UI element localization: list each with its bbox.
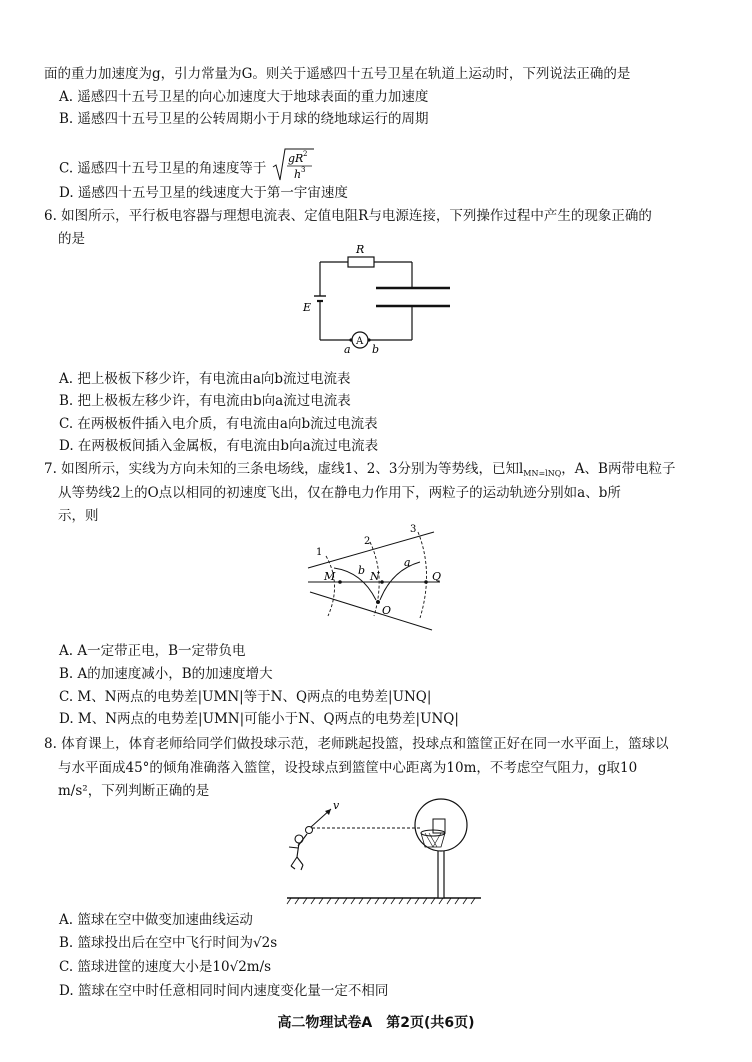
q6-option-b: B. 把上极板左移少许，有电流由b向a流过电流表 xyxy=(59,393,351,409)
q7-label-1: 1 xyxy=(316,547,323,558)
q6-stem-line1: 6. 如图所示，平行板电容器与理想电流表、定值电阻R与电源连接，下列操作过程中产生的现象正确的 xyxy=(44,208,652,224)
q7-stem-line1-text: 7. 如图所示，实线为方向未知的三条电场线，虚线1、2、3分别为等势线，已知l xyxy=(44,461,524,477)
q8-option-d: D. 篮球在空中时任意相同时间内速度变化量一定不相同 xyxy=(59,983,389,999)
q5-intro: 面的重力加速度为g，引力常量为G。则关于遥感四十五号卫星在轨道上运动时，下列说法正确的是 xyxy=(44,66,631,82)
q7-label-3: 3 xyxy=(410,524,417,535)
q7-stem-line1-tail: ，A、B两带电粒子 xyxy=(561,461,676,477)
q7-option-a: A. A一定带正电，B一定带负电 xyxy=(59,643,246,659)
q7-label-a: a xyxy=(404,556,411,569)
svg-text:3: 3 xyxy=(300,166,306,174)
q7-label-b: b xyxy=(358,564,366,577)
q8-label-v: v xyxy=(333,799,340,812)
q7-label-m: M xyxy=(324,570,336,583)
page-footer: 高二物理试卷A 第2页(共6页) xyxy=(277,1015,475,1031)
q8-stem-line3: m/s²，下列判断正确的是 xyxy=(58,783,210,799)
q5-option-c-text: C. 遥感四十五号卫星的角速度等于 xyxy=(59,160,267,177)
q6-label-b: b xyxy=(372,343,380,356)
q7-label-q: Q xyxy=(432,570,442,583)
q8-stem-line1: 8. 体育课上，体育老师给同学们做投球示范，老师跳起投篮，投球点和篮筐正好在同一水平面上，篮球以 xyxy=(44,736,669,752)
q8-option-c: C. 篮球进筐的速度大小是10√2m/s xyxy=(59,959,272,975)
q7-field-figure xyxy=(300,520,450,636)
q7-label-2: 2 xyxy=(364,536,371,547)
q5-option-b: B. 遥感四十五号卫星的公转周期小于月球的绕地球运行的周期 xyxy=(59,111,429,127)
q7-option-c: C. M、N两点的电势差|UMN|等于N、Q两点的电势差|UNQ| xyxy=(59,689,432,705)
q7-stem-line1 xyxy=(44,459,675,484)
q8-basketball-figure xyxy=(285,795,485,905)
q6-option-d: D. 在两极板间插入金属板，有电流由b向a流过电流表 xyxy=(59,438,379,454)
q6-circuit-figure xyxy=(300,240,470,360)
q6-label-ammeter: A xyxy=(356,336,364,347)
q5-option-a: A. 遥感四十五号卫星的向心加速度大于地球表面的重力加速度 xyxy=(59,89,429,105)
q7-stem-line2: 从等势线2上的O点以相同的初速度飞出，仅在静电力作用下，两粒子的运动轨迹分别如a、b所 xyxy=(58,485,621,501)
q7-label-n: N xyxy=(370,570,380,583)
svg-text:gR: gR xyxy=(287,152,304,165)
q6-label-a: a xyxy=(344,343,351,356)
q7-condition: MN=lNQ xyxy=(523,469,562,478)
q7-stem-line3: 示，则 xyxy=(58,508,99,524)
q6-label-r: R xyxy=(356,243,365,256)
q8-option-a: A. 篮球在空中做变加速曲线运动 xyxy=(59,912,253,928)
q6-option-c: C. 在两极板件插入电介质，有电流由a向b流过电流表 xyxy=(59,416,378,432)
q7-option-d: D. M、N两点的电势差|UMN|可能小于N、Q两点的电势差|UNQ| xyxy=(59,711,459,727)
q8-option-b: B. 篮球投出后在空中飞行时间为√2s xyxy=(59,935,278,951)
q7-label-o: O xyxy=(382,604,392,617)
q6-label-e: E xyxy=(303,301,312,314)
q8-stem-line2: 与水平面成45°的倾角准确落入篮筐，设投球点到篮筐中心距离为10m，不考虑空气阻力，g取10 xyxy=(58,760,638,776)
svg-text:h: h xyxy=(293,168,301,181)
q5-option-d: D. 遥感四十五号卫星的线速度大于第一宇宙速度 xyxy=(59,185,348,201)
q7-option-b: B. A的加速度减小，B的加速度增大 xyxy=(59,666,273,682)
svg-text:2: 2 xyxy=(302,150,308,158)
q6-stem-line2: 的是 xyxy=(58,231,85,247)
q6-option-a: A. 把上极板下移少许，有电流由a向b流过电流表 xyxy=(59,371,351,387)
